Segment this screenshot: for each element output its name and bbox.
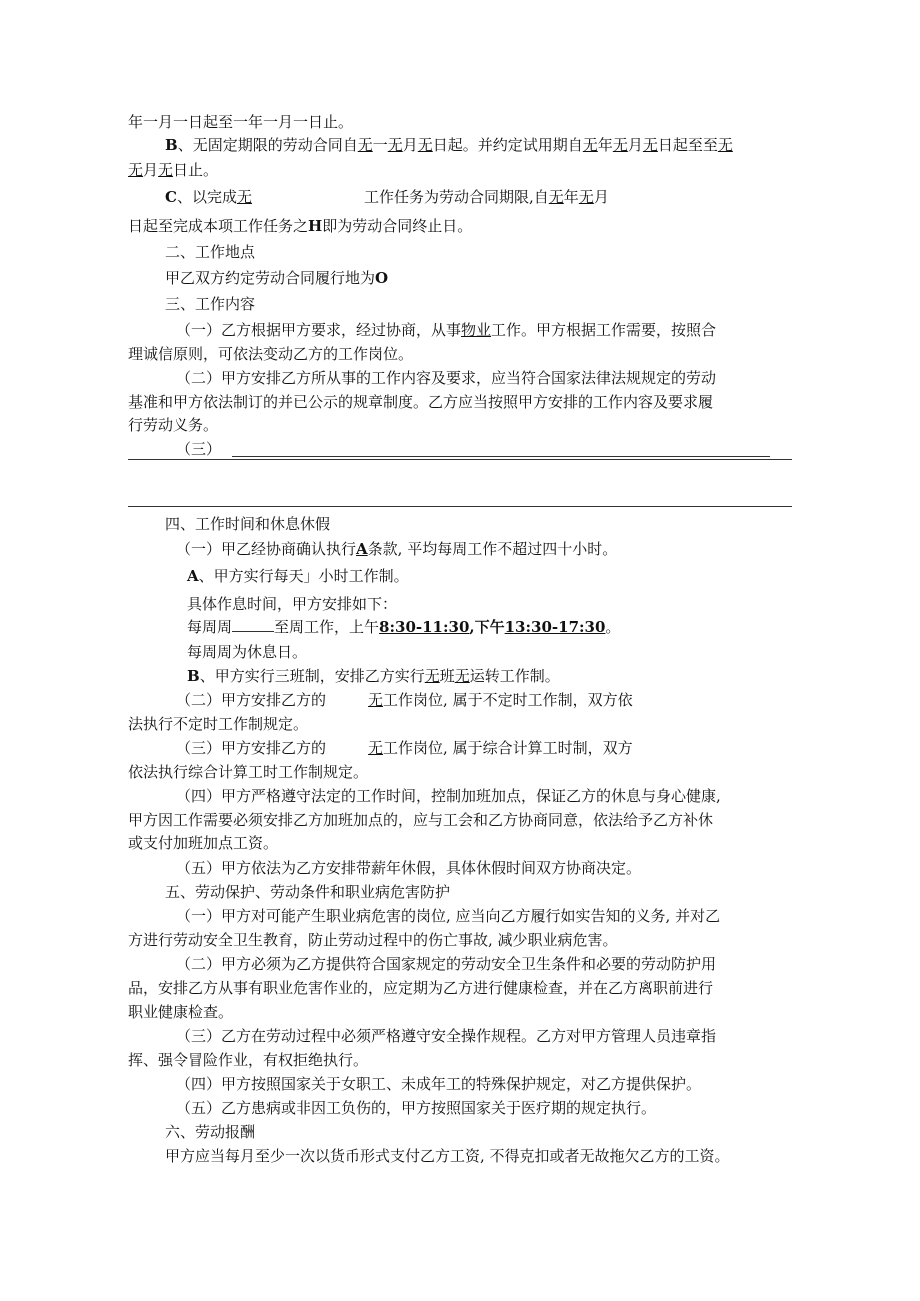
rest-day [187, 642, 307, 662]
protection-p1-line1 [176, 906, 720, 926]
option-a-label: A [187, 567, 199, 585]
section-title-pay [165, 1122, 255, 1142]
section-title-protection [165, 882, 450, 902]
filled-blank: 无 [717, 136, 733, 154]
protection-text: 挥、强令冒险作业，有权拒绝执行。 [128, 1051, 369, 1069]
term-b-text: 日起至至 [657, 136, 718, 154]
protection-p3-line1 [176, 1026, 716, 1046]
section-title: 三、工作内容 [165, 295, 256, 313]
hours-text: 。 [605, 618, 621, 636]
protection-p2-line1 [176, 954, 716, 974]
hours-text: 至周工作，上午 [274, 618, 380, 636]
section-title-content [165, 294, 255, 314]
term-b-line1 [165, 135, 733, 155]
protection-p3-line2 [128, 1050, 368, 1070]
option-b-label: B [187, 667, 200, 685]
hours-p4-line3 [128, 833, 278, 853]
content-p3 [176, 439, 221, 459]
hours-a [187, 566, 409, 586]
term-b-text: 月 [402, 136, 418, 154]
term-c-text: H [308, 217, 323, 235]
option-b-label: B [165, 136, 178, 154]
morning-hours: 8:30-11:30 [379, 618, 470, 636]
term-c-line2 [128, 216, 472, 236]
hours-p1 [176, 539, 617, 559]
hours-b [187, 666, 560, 686]
section-title-hours [165, 514, 330, 534]
pay-sentence: 甲方应当每月至少一次以货币形式支付乙方工资, 不得克扣或者无故拖欠乙方的工资。 [165, 1147, 730, 1165]
protection-text: （五）乙方患病或非因工负伤的，甲方按照国家关于医疗期的规定执行。 [176, 1099, 657, 1117]
protection-text: （四）甲方按照国家关于女职工、未成年工的特殊保护规定，对乙方提供保护。 [176, 1075, 702, 1093]
divider [128, 459, 792, 460]
term-b-text: 日止。 [173, 161, 219, 179]
hours-p3-line1 [176, 738, 633, 758]
filled-blank: 无 [642, 136, 658, 154]
section-title: 四、工作时间和休息休假 [165, 515, 331, 533]
content-p1-line1 [176, 320, 716, 340]
hours-text: 依法执行综合计算工时工作制规定。 [128, 763, 369, 781]
hours-p4-line2 [128, 810, 713, 830]
term-b-text: 月 [143, 161, 159, 179]
section-title: 五、劳动保护、劳动条件和职业病危害防护 [165, 883, 451, 901]
hours-text: （四）甲方严格遵守法定的工作时间，控制加班加点，保证乙方的休息与身心健康, [176, 787, 721, 805]
protection-p2-line2 [128, 978, 713, 998]
afternoon-hours: 13:30-17:30 [504, 618, 606, 636]
term-c-line1 [165, 187, 609, 207]
filled-blank: 无 [454, 667, 470, 685]
hours-p2-line1 [176, 690, 633, 710]
pay-text [165, 1146, 730, 1166]
divider [128, 506, 792, 507]
protection-p2-line3 [128, 1002, 233, 1022]
option-blank: A [356, 540, 368, 558]
hours-text: 甲方因工作需要必须安排乙方加班加点的，应与工会和乙方协商同意，依法给予乙方补休 [128, 811, 714, 829]
protection-p4 [176, 1074, 701, 1094]
hours-text: 或支付加班加点工资。 [128, 834, 279, 852]
content-text: 行劳动义务。 [128, 416, 219, 434]
term-c-text: 日起至完成本项工作任务之 [128, 217, 309, 235]
protection-text: （三）乙方在劳动过程中必须严格遵守安全操作规程。乙方对甲方管理人员违章指 [176, 1027, 717, 1045]
protection-p1-line2 [128, 930, 618, 950]
protection-text: （二）甲方必须为乙方提供符合国家规定的劳动安全卫生条件和必要的劳动防护用 [176, 955, 717, 973]
workplace-sentence: 甲乙双方约定劳动合同履行地为 [165, 269, 376, 287]
hours-text: 每周周 [187, 618, 233, 636]
filled-blank: 无 [158, 161, 174, 179]
term-b-text: 日起。并约定试用期自 [432, 136, 583, 154]
term-b-line2 [128, 160, 218, 180]
hours-p4-line1 [176, 786, 721, 806]
term-c-text: 年 [563, 188, 579, 206]
hours-text: （二）甲方安排乙方的 [176, 691, 327, 709]
content-p2-line2 [128, 392, 713, 412]
hours-text: 工作岗位, 属于综合计算工时制，双方 [383, 739, 633, 757]
weekly-schedule [187, 617, 620, 637]
hours-text: 运转工作制。 [469, 667, 560, 685]
hours-text: （一）甲乙经协商确认执行 [176, 540, 357, 558]
section-title: 二、工作地点 [165, 243, 256, 261]
content-p1-line2 [128, 344, 413, 364]
content-p2-line1 [176, 368, 716, 388]
job-blank: 物业 [461, 321, 492, 339]
filled-blank: 无 [236, 188, 252, 206]
hours-text: 、甲方实行每天」小时工作制。 [198, 567, 409, 585]
term-c-text: 即为劳动合同终止日。 [322, 217, 473, 235]
content-text: 基准和甲方依法制订的并已公示的规章制度。乙方应当按照甲方安排的工作内容及要求履 [128, 393, 714, 411]
protection-p5 [176, 1098, 656, 1118]
term-c-text: 月 [593, 188, 609, 206]
content-text: 理诚信原则，可依法变动乙方的工作岗位。 [128, 345, 414, 363]
protection-text: 品，安排乙方从事有职业危害作业的，应定期为乙方进行健康检查，并在乙方离职前进行 [128, 979, 714, 997]
term-text: 年一月一日起至一年一月一日止。 [128, 113, 354, 131]
content-p2-line3 [128, 415, 218, 435]
filled-blank: 无 [128, 161, 144, 179]
filled-blank: 无 [424, 667, 440, 685]
option-c-label: C [165, 188, 177, 206]
hours-text: 具体作息时间，甲方安排如下： [187, 595, 398, 613]
filled-blank: 无 [548, 188, 564, 206]
hours-text: 、甲方实行三班制，安排乙方实行 [199, 667, 425, 685]
term-c-text: 、以完成 [176, 188, 237, 206]
content-text: （一）乙方根据甲方要求，经过协商，从事 [176, 321, 462, 339]
filled-blank: 无 [387, 136, 403, 154]
hours-text: 工作岗位, 属于不定时工作制，双方依 [383, 691, 633, 709]
filled-blank: 无 [582, 136, 598, 154]
filled-blank: 无 [368, 691, 384, 709]
section-title-workplace [165, 242, 255, 262]
protection-text: 职业健康检查。 [128, 1003, 234, 1021]
term-b-text: 月 [627, 136, 643, 154]
section-title: 六、劳动报酬 [165, 1123, 256, 1141]
hours-text: 每周周为休息日。 [187, 643, 308, 661]
day-blank [232, 617, 274, 632]
hours-text: （五）甲方依法为乙方安排带薪年休假，具体休假时间双方协商决定。 [176, 859, 642, 877]
hours-p5 [176, 858, 641, 878]
content-text: （三） [176, 440, 222, 458]
term-b-text: 、无固定期限的劳动合同自 [177, 136, 358, 154]
filled-blank: 无 [368, 739, 384, 757]
hours-text: 班 [439, 667, 455, 685]
hours-p2-line2 [128, 714, 308, 734]
term-b-text: 年 [597, 136, 613, 154]
term-c-text: 自 [533, 188, 549, 206]
filled-blank: 无 [612, 136, 628, 154]
content-text: 工作。甲方根据工作需要，按照合 [491, 321, 717, 339]
content-text: （二）甲方安排乙方所从事的工作内容及要求，应当符合国家法律法规规定的劳动 [176, 369, 717, 387]
filled-blank: 无 [417, 136, 433, 154]
protection-text: 方进行劳动安全卫生教育，防止劳动过程中的伤亡事故, 减少职业病危害。 [128, 931, 618, 949]
hours-text: （三）甲方安排乙方的 [176, 739, 327, 757]
hours-p3-line2 [128, 762, 368, 782]
term-line [128, 112, 353, 132]
workplace-blank: O [375, 269, 389, 287]
hours-text: 法执行不定时工作制规定。 [128, 715, 309, 733]
blank-line [232, 456, 770, 457]
filled-blank: 无 [578, 188, 594, 206]
filled-blank: 无 [357, 136, 373, 154]
term-b-text: 一 [372, 136, 388, 154]
hours-text: ,下午 [469, 618, 505, 636]
hours-text: 条款, 平均每周工作不超过四十小时。 [367, 540, 618, 558]
protection-text: （一）甲方对可能产生职业病危害的岗位, 应当向乙方履行如实告知的义务, 并对乙 [176, 907, 721, 925]
term-c-text: 工作任务为劳动合同期限, [363, 188, 534, 206]
rest-title [187, 594, 397, 614]
workplace-text [165, 268, 388, 288]
